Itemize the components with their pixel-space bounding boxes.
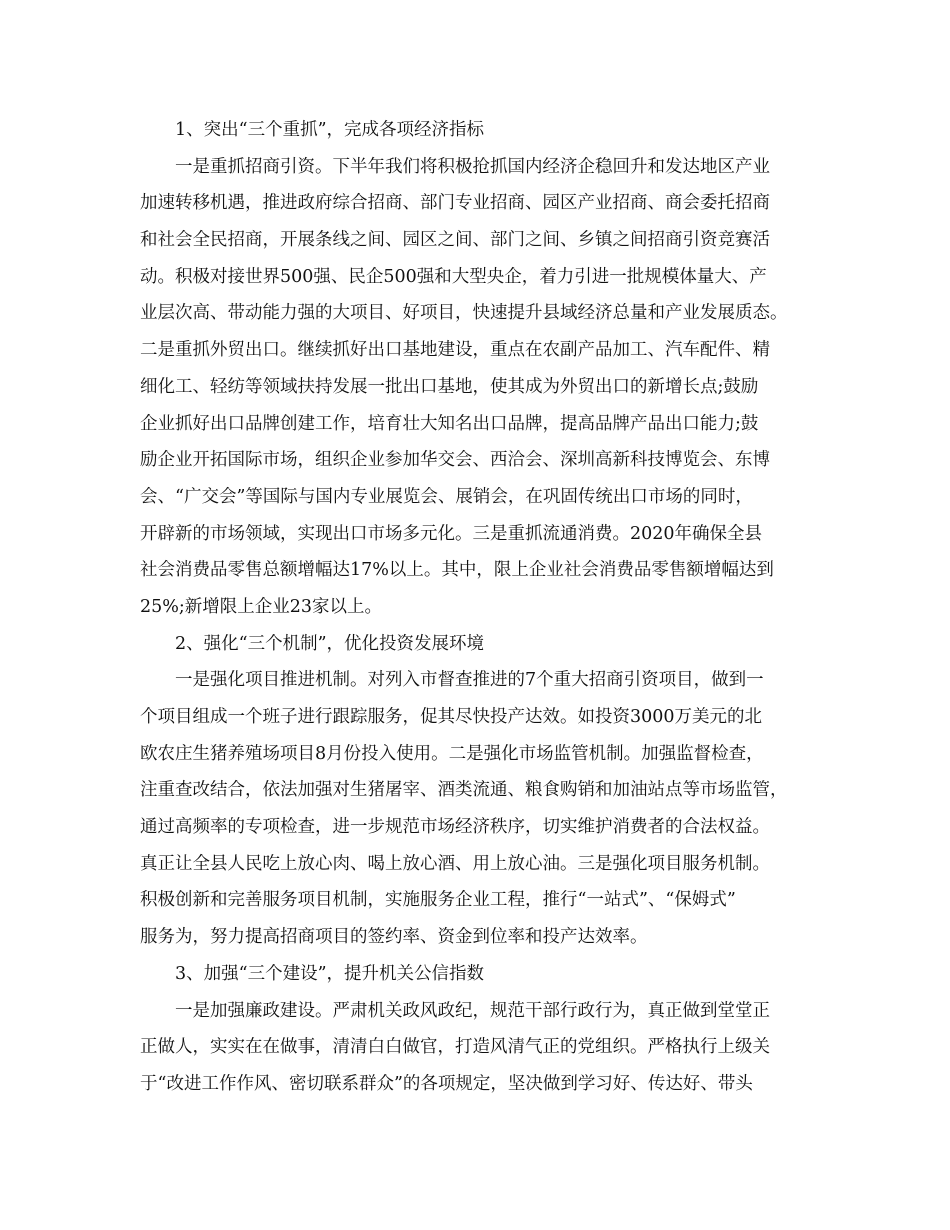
paragraph-line: 励企业开拓国际市场，组织企业参加华交会、西洽会、深圳高新科技博览会、东博 xyxy=(140,450,770,471)
paragraph-line: 动。积极对接世界500强、民企500强和大型央企，着力引进一批规模体量大、产 xyxy=(140,266,767,287)
paragraph-line: 积极创新和完善服务项目机制，实施服务企业工程，推行“一站式”、“保姆式” xyxy=(140,890,736,911)
paragraph-line: 加速转移机遇，推进政府综合招商、部门专业招商、园区产业招商、商会委托招商 xyxy=(140,193,770,214)
paragraph-line: 一是强化项目推进机制。对列入市督查推进的7个重大招商引资项目，做到一 xyxy=(175,670,764,691)
paragraph-line: 正做人，实实在在做事，清清白白做官，打造风清气正的党组织。严格执行上级关 xyxy=(140,1037,770,1058)
paragraph-line: 社会消费品零售总额增幅达17%以上。其中，限上企业社会消费品零售额增幅达到 xyxy=(140,560,774,581)
paragraph-line: 通过高频率的专项检查，进一步规范市场经济秩序，切实维护消费者的合法权益。 xyxy=(140,817,770,838)
paragraph-line: 会、“广交会”等国际与国内专业展览会、展销会，在巩固传统出口市场的同时， xyxy=(140,486,753,507)
paragraph-line: 服务为，努力提高招商项目的签约率、资金到位率和投产达效率。 xyxy=(140,927,648,948)
paragraph-line: 和社会全民招商，开展条线之间、园区之间、部门之间、乡镇之间招商引资竞赛活 xyxy=(140,230,770,251)
paragraph-line: 25%;新增限上企业23家以上。 xyxy=(140,596,383,617)
paragraph-line: 开辟新的市场领域，实现出口市场多元化。三是重抓流通消费。2020年确保全县 xyxy=(140,523,763,544)
paragraph-line: 欧农庄生猪养殖场项目8月份投入使用。二是强化市场监管机制。加强监督检查， xyxy=(140,743,764,764)
paragraph-line: 企业抓好出口品牌创建工作，培育壮大知名出口品牌，提高品牌产品出口能力;鼓 xyxy=(140,413,759,434)
section-heading-1: 1、突出“三个重抓”，完成各项经济指标 xyxy=(175,120,485,140)
section-heading-3: 3、加强“三个建设”，提升机关公信指数 xyxy=(175,963,485,984)
paragraph-line: 细化工、轻纺等领域扶持发展一批出口基地，使其成为外贸出口的新增长点;鼓励 xyxy=(140,376,759,397)
paragraph-line: 二是重抓外贸出口。继续抓好出口基地建设，重点在农副产品加工、汽车配件、精 xyxy=(140,340,770,361)
document-body xyxy=(140,112,820,1103)
paragraph-line: 于“改进工作作风、密切联系群众”的各项规定，坚决做到学习好、传达好、带头 xyxy=(140,1073,753,1094)
paragraph-line: 注重查改结合，依法加强对生猪屠宰、酒类流通、粮食购销和加油站点等市场监管， xyxy=(140,780,788,801)
paragraph-line: 业层次高、带动能力强的大项目、好项目，快速提升县域经济总量和产业发展质态。 xyxy=(140,303,788,324)
paragraph-line: 一是加强廉政建设。严肃机关政风政纪，规范干部行政行为，真正做到堂堂正 xyxy=(175,1000,770,1021)
section-heading-2: 2、强化“三个机制”，优化投资发展环境 xyxy=(175,633,485,654)
paragraph-line: 真正让全县人民吃上放心肉、喝上放心酒、用上放心油。三是强化项目服务机制。 xyxy=(140,853,770,874)
paragraph-line: 个项目组成一个班子进行跟踪服务，促其尽快投产达效。如投资3000万美元的北 xyxy=(140,707,763,727)
paragraph-line: 一是重抓招商引资。下半年我们将积极抢抓国内经济企稳回升和发达地区产业 xyxy=(175,156,770,177)
